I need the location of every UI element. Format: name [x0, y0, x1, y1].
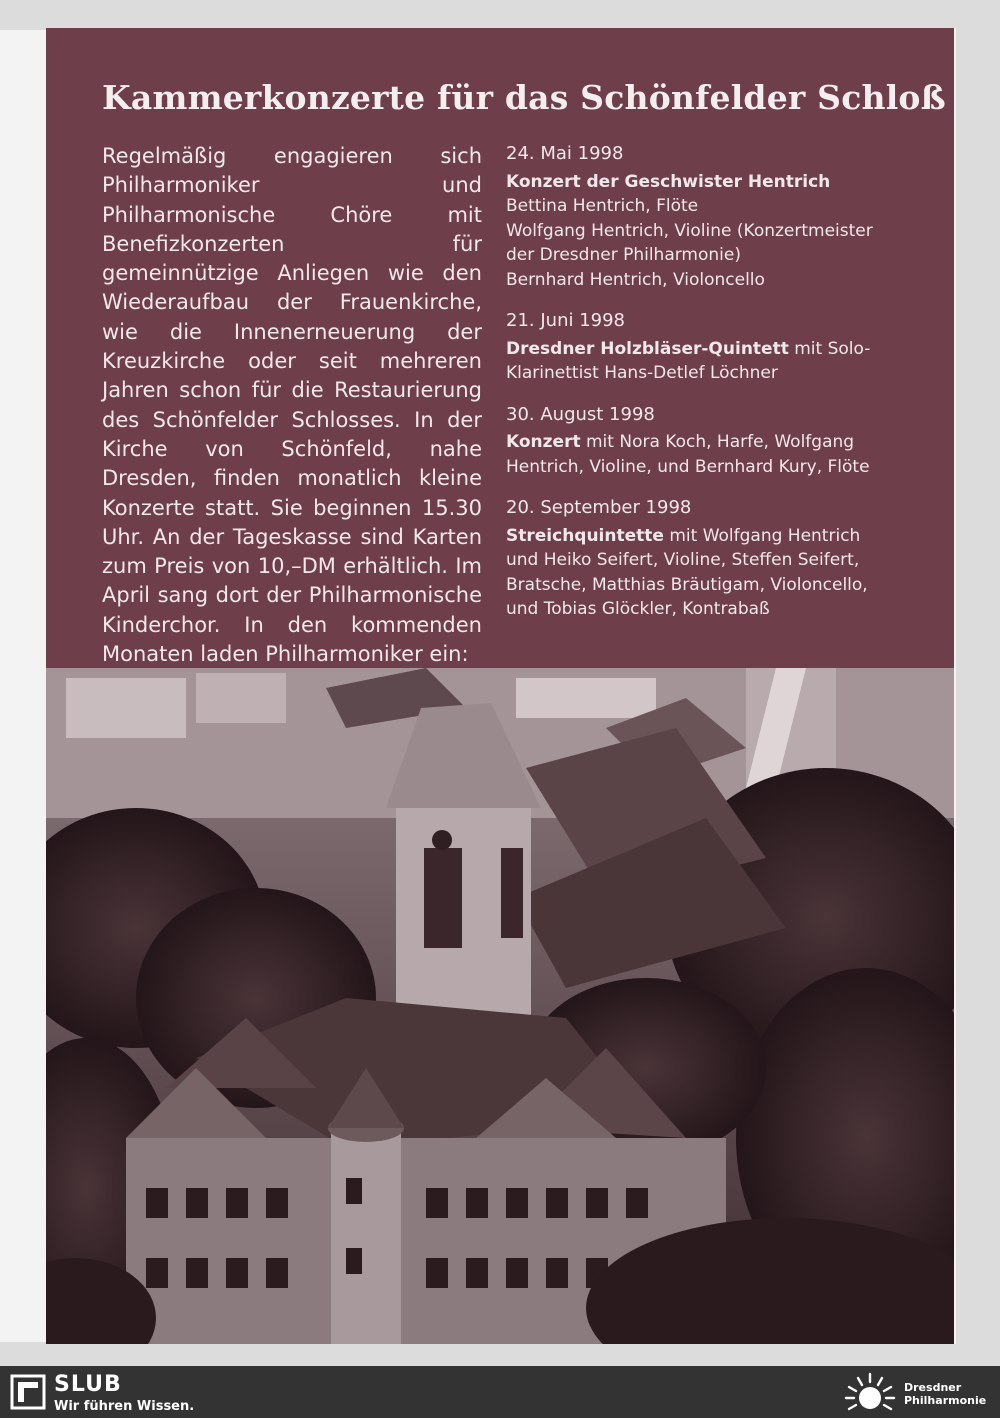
- event-title: Konzert: [506, 432, 581, 452]
- viewer-footer: [0, 1366, 1000, 1418]
- event-detail: Bettina Hentrich, Flöte: [506, 196, 699, 216]
- event-line: [506, 170, 886, 195]
- brochure-page: [46, 28, 954, 1344]
- library-name: SLUB: [54, 1372, 122, 1397]
- slub-logo-icon: [10, 1374, 46, 1410]
- event-item: [506, 309, 886, 386]
- event-title: Dresdner Holzbläser-Quintett: [506, 338, 789, 359]
- event-detail: Wolfgang Hentrich, Violine (Konzertmeister der Dresdner Philharmonie): [506, 220, 873, 265]
- intro-paragraph: Regelmäßig engagieren sich Philharmoniker und Philharmonische Chöre mit Benefizkonzerten für gemeinnützige Anliegen wie den Wiederaufbau der Frauenkirche, wie die Innenerneuerung der Kreuzkirche oder seit mehreren Jahren schon für die Restaurierung des Schönfelder Schlosses. In der Kirche von Schönfeld, nahe Dresden, finden monatlich kleine Konzerte statt. Sie beginnen 15.30 Uhr. An der Tageskasse sind Karten zum Preis von 10,–DM erhältlich. Im April sang dort der Philharmonische Kinderchor. In den kommenden Monaten laden Philharmoniker ein:: [102, 144, 482, 667]
- castle-church-aerial-photo: [46, 668, 954, 1344]
- event-date: 21. Juni 1998: [506, 310, 626, 331]
- event-date: 20. September 1998: [506, 497, 692, 518]
- orchestra-name-line1: Dresdner: [904, 1381, 962, 1394]
- event-detail: mit Nora Koch, Harfe, Wolfgang Hentrich, Violine, und Bernhard Kury, Flöte: [506, 432, 870, 477]
- event-line: [506, 219, 886, 268]
- event-detail: mit Wolfgang Hentrich und Heiko Seifert, Violine, Steffen Seifert, Bratsche, Matthias Bräutigam, Violoncello, und Tobias Glöckler, Kontrabaß: [506, 525, 868, 619]
- orchestra-name: [904, 1381, 996, 1407]
- orchestra-name-line2: Philharmonie: [904, 1394, 987, 1407]
- event-line: [506, 430, 886, 479]
- event-title: Streichquintette: [506, 525, 664, 546]
- page-title: Kammerkonzerte für das Schönfelder Schloß: [102, 78, 946, 117]
- library-slogan: Wir führen Wissen.: [54, 1399, 195, 1414]
- event-detail: Bernhard Hentrich, Violoncello: [506, 269, 765, 290]
- left-page-edge: [0, 30, 47, 1342]
- event-line: [506, 524, 886, 622]
- event-item: [506, 403, 886, 480]
- dresdner-philharmonie-logo-icon: [842, 1370, 898, 1414]
- event-detail: mit Solo-Klarinettist Hans-Detlef Löchner: [506, 338, 871, 383]
- event-date: 30. August 1998: [506, 403, 655, 425]
- event-line: [506, 337, 886, 386]
- event-list: [506, 142, 886, 639]
- event-date: 24. Mai 1998: [506, 143, 624, 164]
- event-line: [506, 268, 886, 293]
- event-item: [506, 496, 886, 622]
- event-line: [506, 194, 886, 219]
- event-item: [506, 142, 886, 292]
- event-title: Konzert der Geschwister Hentrich: [506, 171, 831, 192]
